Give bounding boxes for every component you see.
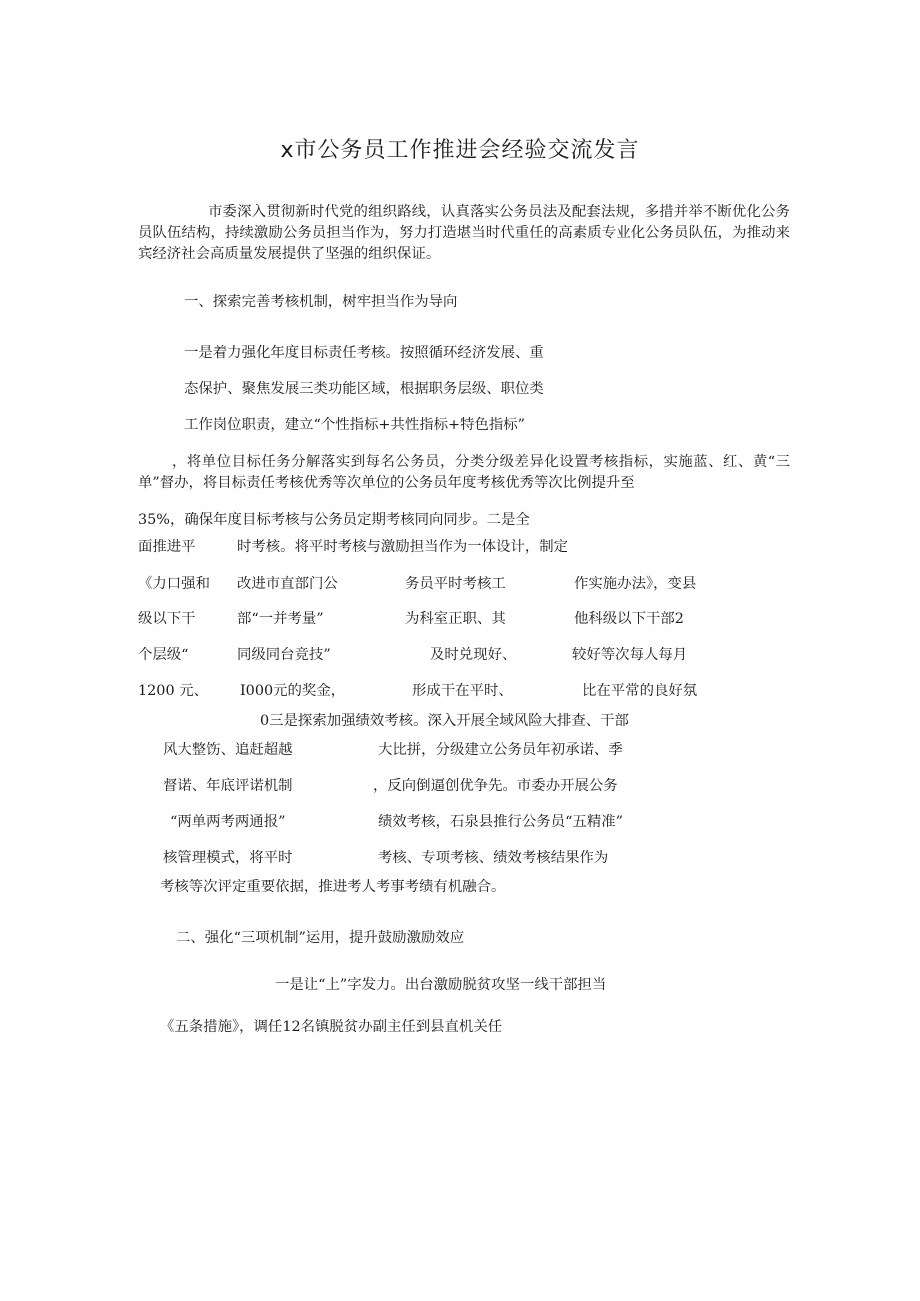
section-2-heading: 二、强化“三项机制”运用，提升鼓励激励效应 bbox=[176, 930, 465, 946]
intro-paragraph bbox=[138, 202, 790, 265]
body-fragment: 较好等次每人每月 bbox=[572, 647, 688, 663]
body-fragment: 他科级以下干部2 bbox=[574, 611, 684, 627]
body-line: 35%，确保年度目标考核与公务员定期考核同向同步。二是全 bbox=[138, 512, 530, 528]
body-fragment: 核管理模式，将平时 bbox=[163, 850, 293, 866]
body-fragment: 风大整饬、追赶超越 bbox=[163, 742, 293, 758]
body-fragment: “两单两考两通报” bbox=[170, 814, 286, 830]
body-line: 0三是探索加强绩效考核。深入开展全域风险大排查、干部 bbox=[260, 713, 629, 729]
body-fragment: 比在平常的良好氛 bbox=[582, 683, 698, 699]
body-fragment: 级以下干 bbox=[138, 611, 196, 627]
body-line: 一是着力强化年度目标责任考核。按照循环经济发展、重 bbox=[184, 345, 544, 361]
body-fragment: 《力口强和 bbox=[138, 576, 210, 592]
body-fragment: 面推进平 bbox=[138, 539, 196, 555]
body-line: 工作岗位职责，建立“个性指标+共性指标+特色指标” bbox=[184, 417, 526, 433]
body-fragment: I000元的奖金， bbox=[240, 683, 346, 699]
body-fragment: 大比拼，分级建立公务员年初承诺、季 bbox=[378, 742, 623, 758]
body-line: 一是让“上”字发力。出台激励脱贫攻坚一线干部担当 bbox=[275, 977, 607, 993]
body-fragment: 个层级“ bbox=[138, 647, 189, 663]
body-fragment: 部“一并考量” bbox=[237, 611, 324, 627]
body-fragment: ，反向倒逼创优争先。市委办开展公务 bbox=[373, 778, 618, 794]
section-1-heading: 一、探索完善考核机制，树牢担当作为导向 bbox=[184, 294, 458, 310]
intro-text: 市委深入贯彻新时代党的组织路线，认真落实公务员法及配套法规，多措并举不断优化公务员队伍结构，持续激励公务员担当作为，努力打造堪当时代重任的高素质专业化公务员队伍，为推动来宾经济社会高质量发展提供了坚强的组织保证。 bbox=[138, 204, 790, 262]
body-line: 考核等次评定重要依据，推进考人考事考绩有机融合。 bbox=[160, 879, 506, 895]
body-fragment: 为科室正职、其 bbox=[405, 611, 506, 627]
body-paragraph bbox=[138, 452, 790, 494]
body-paragraph-text: ，将单位目标任务分解落实到每名公务员，分类分级差异化设置考核指标，实施蓝、红、黄“三单”督办，将目标责任考核优秀等次单位的公务员年度考核优秀等次比例提升至 bbox=[138, 454, 790, 491]
body-line: 态保护、聚焦发展三类功能区域，根据职务层级、职位类 bbox=[184, 381, 544, 397]
body-fragment: 同级同台竞技” bbox=[237, 647, 331, 663]
body-fragment: 务员平时考核工 bbox=[405, 576, 506, 592]
body-fragment: 形成干在平时、 bbox=[412, 683, 513, 699]
body-fragment: 考核、专项考核、绩效考核结果作为 bbox=[378, 850, 609, 866]
body-fragment: 作实施办法》，变县 bbox=[574, 576, 697, 592]
body-fragment: 时考核。将平时考核与激励担当作为一体设计，制定 bbox=[237, 539, 568, 555]
document-title: x市公务员工作推进会经验交流发言 bbox=[280, 138, 640, 163]
body-fragment: 改进市直部门公 bbox=[237, 576, 338, 592]
body-fragment: 督诺、年底评诺机制 bbox=[163, 778, 293, 794]
body-fragment: 1200 元、 bbox=[138, 683, 208, 699]
body-fragment: 绩效考核，石泉县推行公务员“五精准” bbox=[378, 814, 623, 830]
body-line: 《五条措施》，调任12名镇脱贫办副主任到县直机关任 bbox=[160, 1019, 503, 1035]
body-fragment: 及时兑现好、 bbox=[430, 647, 517, 663]
